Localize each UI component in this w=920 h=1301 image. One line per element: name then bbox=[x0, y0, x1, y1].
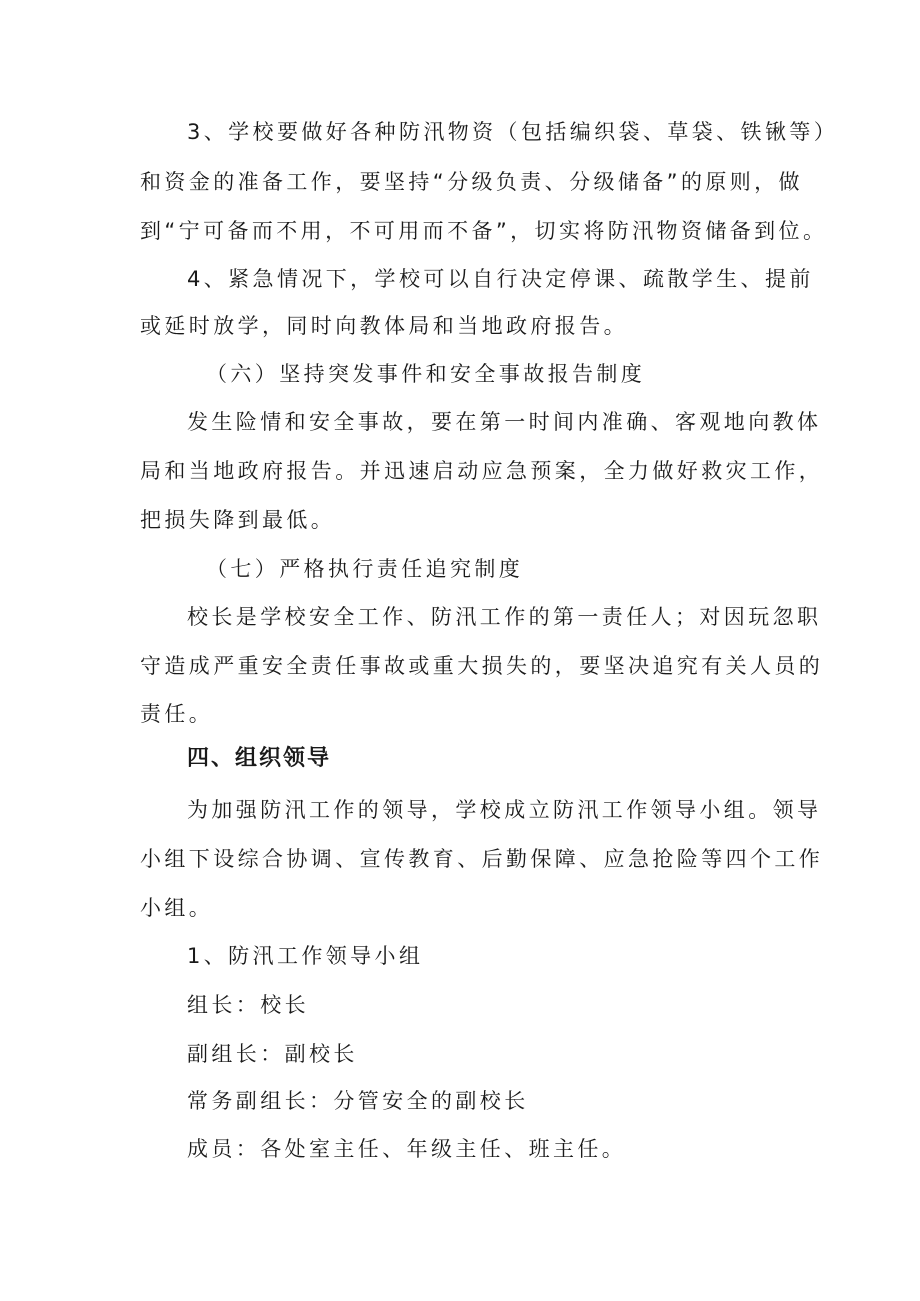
group-leader: 组长：校长 bbox=[187, 993, 309, 1017]
section-7-body-line-2: 守造成严重安全责任事故或重大损失的，要坚决追究有关人员的 bbox=[140, 654, 824, 678]
deputy-group-leader: 副组长：副校长 bbox=[187, 1042, 358, 1066]
chapter-4-body-line-2: 小组下设综合协调、宣传教育、后勤保障、应急抢险等四个工作 bbox=[140, 847, 824, 871]
paragraph-4-line-1: 4、紧急情况下，学校可以自行决定停课、疏散学生、提前 bbox=[187, 267, 814, 291]
section-6-title: （六）坚持突发事件和安全事故报告制度 bbox=[206, 362, 646, 386]
chapter-4-heading: 四、组织领导 bbox=[187, 746, 332, 771]
group-members: 成员：各处室主任、年级主任、班主任。 bbox=[187, 1137, 627, 1161]
section-6-body-line-1: 发生险情和安全事故，要在第一时间内准确、客观地向教体 bbox=[187, 410, 822, 434]
section-6-body-line-2: 局和当地政府报告。并迅速启动应急预案，全力做好救灾工作， bbox=[140, 459, 824, 483]
executive-deputy-group-leader: 常务副组长：分管安全的副校长 bbox=[187, 1089, 529, 1113]
section-7-body-line-1: 校长是学校安全工作、防汛工作的第一责任人；对因玩忽职 bbox=[187, 605, 822, 629]
group-1-title: 1、防汛工作领导小组 bbox=[187, 944, 424, 968]
paragraph-3-line-3: 到“宁可备而不用，不可用而不备”，切实将防汛物资储备到位。 bbox=[140, 219, 828, 243]
paragraph-3-line-2: 和资金的准备工作，要坚持“分级负责、分级储备”的原则，做 bbox=[140, 170, 803, 194]
paragraph-4-line-2: 或延时放学，同时向教体局和当地政府报告。 bbox=[140, 314, 628, 338]
chapter-4-body-line-3: 小组。 bbox=[140, 896, 214, 920]
chapter-4-body-line-1: 为加强防汛工作的领导，学校成立防汛工作领导小组。领导 bbox=[187, 798, 822, 822]
paragraph-3-line-1: 3、学校要做好各种防汛物资（包括编织袋、草袋、铁锹等） bbox=[187, 120, 839, 144]
section-7-title: （七）严格执行责任追究制度 bbox=[206, 557, 524, 581]
section-7-body-line-3: 责任。 bbox=[140, 702, 214, 726]
section-6-body-line-3: 把损失降到最低。 bbox=[140, 508, 336, 532]
